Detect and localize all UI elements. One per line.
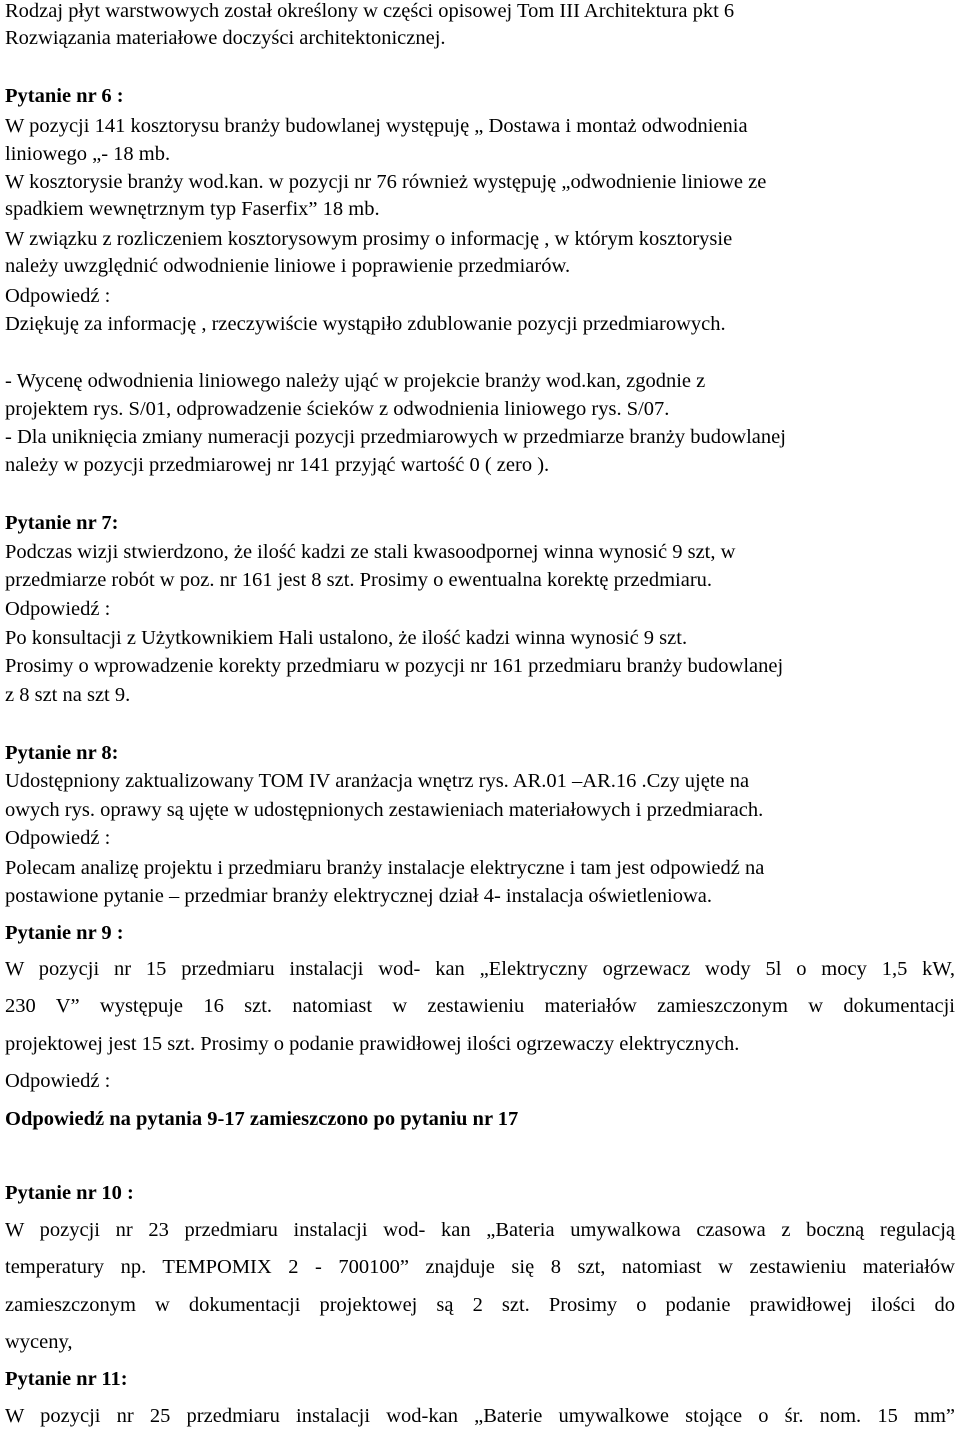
question-10-text: wyceny, <box>5 1331 73 1353</box>
question-6-heading: Pytanie nr 6 : <box>5 85 124 107</box>
question-7-text: przedmiarze robót w poz. nr 161 jest 8 szt. Prosimy o ewentualna korektę przedmiaru. <box>5 569 713 591</box>
question-7-text: Podczas wizji stwierdzono, że ilość kadzi ze stali kwasoodpornej winna wynosić 9 szt, w <box>5 541 736 563</box>
question-8-text: Udostępniony zaktualizowany TOM IV aranżacja wnętrz rys. AR.01 –AR.16 .Czy ujęte na <box>5 770 750 792</box>
answer-text: projektem rys. S/01, odprowadzenie ścieków z odwodnienia liniowego rys. S/07. <box>5 398 670 420</box>
answer-label: Odpowiedź : <box>5 827 111 849</box>
question-6-text: należy uwzględnić odwodnienie liniowe i poprawienie przedmiarów. <box>5 255 571 277</box>
question-9-text: projektowej jest 15 szt. Prosimy o podanie prawidłowej ilości ogrzewaczy elektrycznych. <box>5 1033 740 1055</box>
answer-text: Prosimy o wprowadzenie korekty przedmiaru w pozycji nr 161 przedmiaru branży budowlanej <box>5 655 784 677</box>
intro-line: Rodzaj płyt warstwowych został określony w części opisowej Tom III Architektura pkt 6 <box>5 0 735 22</box>
question-6-text: W kosztorysie branży wod.kan. w pozycji nr 76 również występuję „odwodnienie liniowe ze <box>5 171 767 193</box>
question-6-text: spadkiem wewnętrznym typ Faserfix” 18 mb. <box>5 198 380 220</box>
question-9-heading: Pytanie nr 9 : <box>5 922 124 944</box>
question-6-text: W związku z rozliczeniem kosztorysowym prosimy o informację , w którym kosztorysie <box>5 228 733 250</box>
question-10-text: zamieszczonym w dokumentacji projektowej są 2 szt. Prosimy o podanie prawidłowej ilości do <box>5 1294 955 1316</box>
question-9-text: 230 V” występuje 16 szt. natomiast w zestawieniu materiałów zamieszczonym w dokumentacji <box>5 995 955 1017</box>
question-6-text: liniowego „- 18 mb. <box>5 143 171 165</box>
answer-text: - Wycenę odwodnienia liniowego należy ująć w projekcie branży wod.kan, zgodnie z <box>5 370 706 392</box>
answer-bold-note: Odpowiedź na pytania 9-17 zamieszczono po pytaniu nr 17 <box>5 1108 519 1130</box>
answer-label: Odpowiedź : <box>5 1070 111 1092</box>
answer-text: należy w pozycji przedmiarowej nr 141 przyjąć wartość 0 ( zero ). <box>5 454 550 476</box>
question-8-heading: Pytanie nr 8: <box>5 742 119 764</box>
question-6-text: W pozycji 141 kosztorysu branży budowlanej występuję „ Dostawa i montaż odwodnienia <box>5 115 748 137</box>
intro-line: Rozwiązania materiałowe doczyści architektonicznej. <box>5 27 446 49</box>
question-10-text: temperatury np. TEMPOMIX 2 - 700100” znajduje się 8 szt, natomiast w zestawieniu materiałów <box>5 1256 955 1278</box>
answer-label: Odpowiedź : <box>5 598 111 620</box>
answer-label: Odpowiedź : <box>5 285 111 307</box>
answer-text: Po konsultacji z Użytkownikiem Hali ustalono, że ilość kadzi winna wynosić 9 szt. <box>5 627 688 649</box>
answer-text: - Dla uniknięcia zmiany numeracji pozycji przedmiarowych w przedmiarze branży budowlanej <box>5 426 786 448</box>
question-10-text: W pozycji nr 23 przedmiaru instalacji wod- kan „Bateria umywalkowa czasowa z boczną regulacją <box>5 1219 955 1241</box>
answer-text: postawione pytanie – przedmiar branży elektrycznej dział 4- instalacja oświetleniowa. <box>5 885 712 907</box>
question-11-heading: Pytanie nr 11: <box>5 1368 128 1390</box>
question-9-text: W pozycji nr 15 przedmiaru instalacji wod- kan „Elektryczny ogrzewacz wody 5l o mocy 1,5 kW, <box>5 958 955 980</box>
question-8-text: owych rys. oprawy są ujęte w udostępnionych zestawieniach materiałowych i przedmiarach. <box>5 799 764 821</box>
question-7-heading: Pytanie nr 7: <box>5 512 119 534</box>
answer-text: Dziękuję za informację , rzeczywiście wystąpiło zdublowanie pozycji przedmiarowych. <box>5 313 726 335</box>
answer-text: z 8 szt na szt 9. <box>5 684 131 706</box>
answer-text: Polecam analizę projektu i przedmiaru branży instalacje elektryczne i tam jest odpowiedź na <box>5 857 765 879</box>
question-10-heading: Pytanie nr 10 : <box>5 1182 134 1204</box>
question-11-text: W pozycji nr 25 przedmiaru instalacji wod-kan „Baterie umywalkowe stojące o śr. nom. 15 mm” <box>5 1405 955 1427</box>
